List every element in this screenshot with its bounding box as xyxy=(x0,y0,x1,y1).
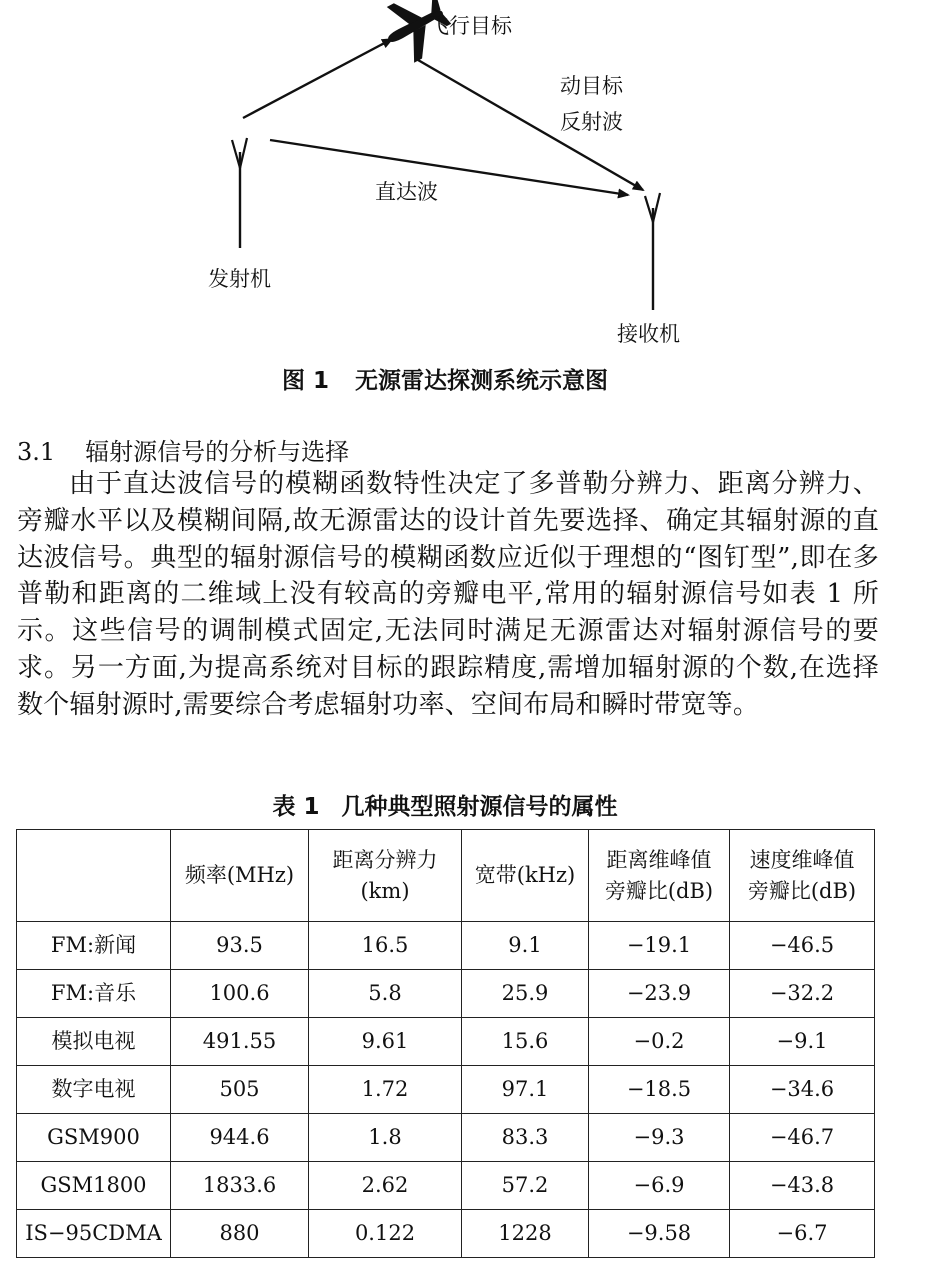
signal-attributes-table xyxy=(16,829,875,1258)
table-row xyxy=(17,1162,875,1210)
table-cell: 505 xyxy=(171,1066,309,1114)
illumination-path-arrow xyxy=(243,39,392,118)
table-cell: −23.9 xyxy=(589,970,730,1018)
table-cell: 9.61 xyxy=(309,1018,462,1066)
header-cell-frequency: 频率(MHz) xyxy=(171,830,309,922)
table-caption-text: 几种典型照射源信号的属性 xyxy=(341,794,618,820)
table-cell: 5.8 xyxy=(309,970,462,1018)
table-cell: −19.1 xyxy=(589,922,730,970)
transmitter-label: 发射机 xyxy=(208,267,271,291)
table-cell: IS−95CDMA xyxy=(17,1210,171,1258)
table-cell: GSM1800 xyxy=(17,1162,171,1210)
table-cell: 880 xyxy=(171,1210,309,1258)
table-cell: 93.5 xyxy=(171,922,309,970)
diagram-graphic xyxy=(0,0,927,360)
table-cell: 0.122 xyxy=(309,1210,462,1258)
table-cell: −9.3 xyxy=(589,1114,730,1162)
transmitter-antenna-icon xyxy=(232,138,247,248)
body-paragraph: 由于直达波信号的模糊函数特性决定了多普勒分辨力、距离分辨力、旁瓣水平以及模糊间隔,故无源雷达的设计首先要选择、确定其辐射源的直达波信号。典型的辐射源信号的模糊函数应近似于理想的“图钉型”,即在多普勒和距离的二维域上没有较高的旁瓣电平,常用的辐射源信号如表 1 所示。这些信号的调制模式固定,无法同时满足无源雷达对辐射源信号的要求。另一方面,为提高系统对目标的跟踪精度,需增加辐射源的个数,在选择数个辐射源时,需要综合考虑辐射功率、空间布局和瞬时带宽等。 xyxy=(17,469,879,720)
header-cell-range-sidelobe: 距离维峰值 旁瓣比(dB) xyxy=(589,830,730,922)
passive-radar-diagram xyxy=(0,0,927,360)
table-cell: 97.1 xyxy=(462,1066,589,1114)
reflected-wave-label-line2: 反射波 xyxy=(560,110,623,134)
table-cell: −6.7 xyxy=(730,1210,875,1258)
table-cell: −18.5 xyxy=(589,1066,730,1114)
table-caption xyxy=(0,788,890,821)
table-cell: −9.58 xyxy=(589,1210,730,1258)
header-cell-velocity-sidelobe: 速度维峰值 旁瓣比(dB) xyxy=(730,830,875,922)
table-cell: 1228 xyxy=(462,1210,589,1258)
table-cell: 模拟电视 xyxy=(17,1018,171,1066)
table-cell: 1833.6 xyxy=(171,1162,309,1210)
section-heading xyxy=(17,432,349,467)
table-cell: FM:音乐 xyxy=(17,970,171,1018)
table-cell: −43.8 xyxy=(730,1162,875,1210)
table-row xyxy=(17,922,875,970)
section-title: 辐射源信号的分析与选择 xyxy=(85,438,350,466)
table-cell: −0.2 xyxy=(589,1018,730,1066)
table-cell: 9.1 xyxy=(462,922,589,970)
direct-wave-arrow xyxy=(270,140,628,195)
header-cell-range-resolution: 距离分辨力 (km) xyxy=(309,830,462,922)
target-label: 飞行目标 xyxy=(428,14,512,38)
receiver-antenna-icon xyxy=(645,193,660,310)
table-cell: 1.72 xyxy=(309,1066,462,1114)
table-cell: 57.2 xyxy=(462,1162,589,1210)
table-cell: 16.5 xyxy=(309,922,462,970)
table-caption-number: 表 1 xyxy=(272,794,320,820)
table-cell: −6.9 xyxy=(589,1162,730,1210)
table-cell: FM:新闻 xyxy=(17,922,171,970)
direct-wave-label: 直达波 xyxy=(375,180,438,204)
table-cell: −46.5 xyxy=(730,922,875,970)
table-row xyxy=(17,1018,875,1066)
figure-caption-number: 图 1 xyxy=(281,368,329,394)
table-cell: 944.6 xyxy=(171,1114,309,1162)
receiver-label: 接收机 xyxy=(617,322,680,346)
table-cell: GSM900 xyxy=(17,1114,171,1162)
table-cell: 1.8 xyxy=(309,1114,462,1162)
table-cell: 数字电视 xyxy=(17,1066,171,1114)
table-row xyxy=(17,1066,875,1114)
header-cell-blank xyxy=(17,830,171,922)
table-cell: 15.6 xyxy=(462,1018,589,1066)
table-cell: 491.55 xyxy=(171,1018,309,1066)
table-cell: 2.62 xyxy=(309,1162,462,1210)
table-row xyxy=(17,1114,875,1162)
table-header-row xyxy=(17,830,875,922)
table-cell: 83.3 xyxy=(462,1114,589,1162)
header-cell-bandwidth: 宽带(kHz) xyxy=(462,830,589,922)
reflected-wave-label-line1: 动目标 xyxy=(560,74,623,98)
section-number: 3.1 xyxy=(17,438,56,466)
table-cell: −46.7 xyxy=(730,1114,875,1162)
table-row xyxy=(17,1210,875,1258)
table-cell: 25.9 xyxy=(462,970,589,1018)
table-cell: −9.1 xyxy=(730,1018,875,1066)
figure-caption xyxy=(0,362,890,395)
table-cell: 100.6 xyxy=(171,970,309,1018)
table-cell: −34.6 xyxy=(730,1066,875,1114)
table-cell: −32.2 xyxy=(730,970,875,1018)
figure-caption-text: 无源雷达探测系统示意图 xyxy=(355,368,608,394)
table-row xyxy=(17,970,875,1018)
